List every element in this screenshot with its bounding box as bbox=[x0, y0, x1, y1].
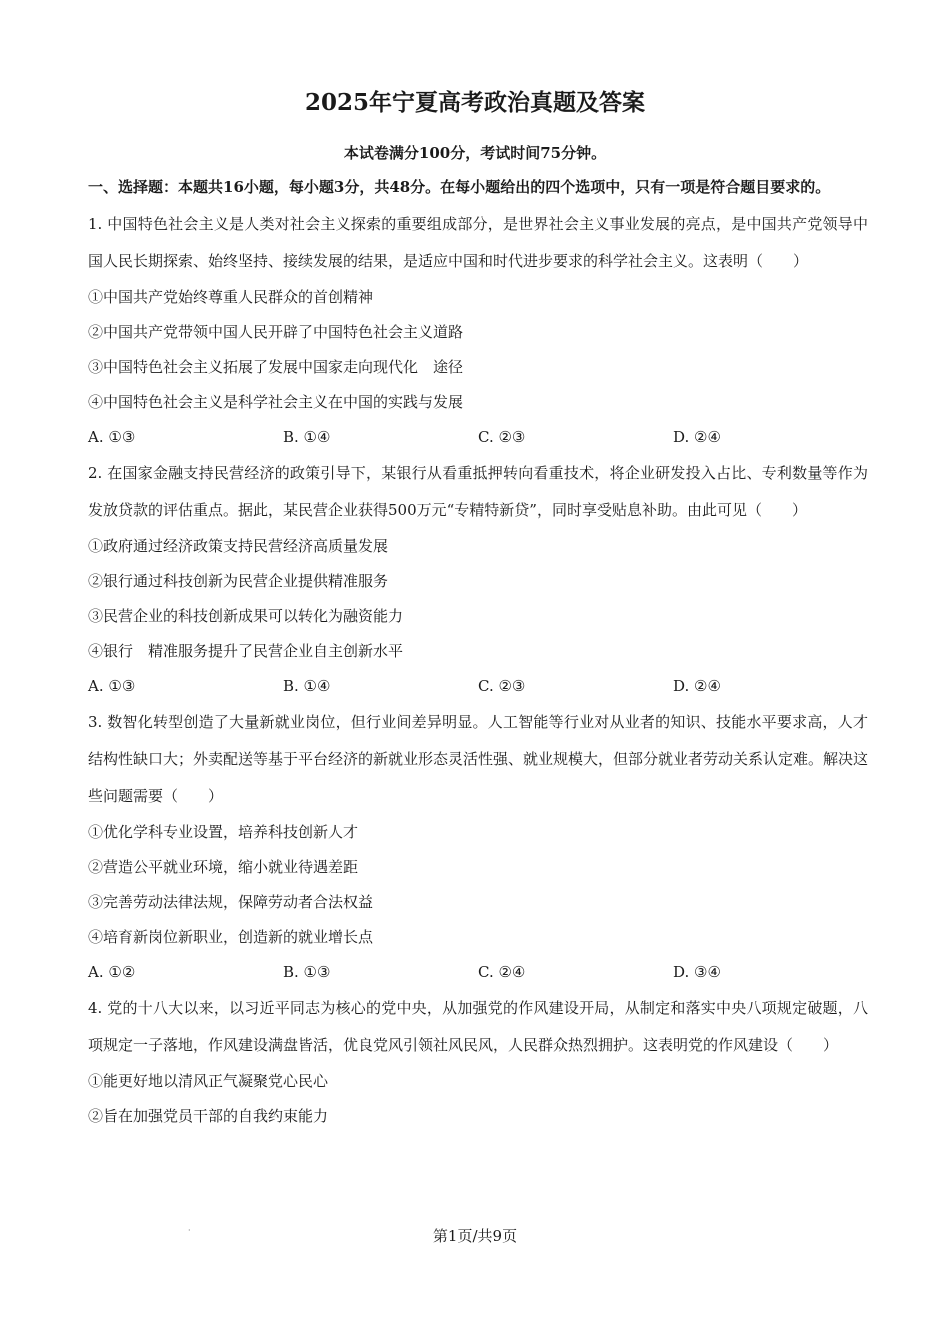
answer-choices bbox=[88, 955, 868, 990]
question bbox=[88, 206, 868, 455]
statement-option: ③中国特色社会主义拓展了发展中国家走向现代化 途径 bbox=[88, 358, 464, 376]
statement-option: ①优化学科专业设置，培养科技创新人才 bbox=[88, 823, 359, 841]
answer-choices bbox=[88, 420, 868, 455]
statement-option: ①能更好地以清风正气凝聚党心民心 bbox=[88, 1072, 329, 1090]
statement-option: ①中国共产党始终尊重人民群众的首创精神 bbox=[88, 288, 374, 306]
choice-c: C. ②③ bbox=[478, 677, 526, 695]
choice-c: C. ②④ bbox=[478, 963, 526, 981]
page-number: 第1页/共9页 bbox=[432, 1227, 518, 1245]
page-title: 2025年宁夏高考政治真题及答案 bbox=[304, 89, 645, 116]
question-stem: 2. 在国家金融支持民营经济的政策引导下，某银行从看重抵押转向看重技术，将企业研发投入占比、专利数量等作为发放贷款的评估重点。据此，某民营企业获得500万元“专精特新贷”，同时享受贴息补助。由此可见（ ） bbox=[88, 464, 868, 519]
statement-option: ①政府通过经济政策支持民营经济高质量发展 bbox=[88, 537, 389, 555]
statement-option: ②银行通过科技创新为民营企业提供精准服务 bbox=[88, 572, 389, 590]
choice-c: C. ②③ bbox=[478, 428, 526, 446]
questions-container bbox=[88, 206, 868, 1134]
question-stem: 3. 数智化转型创造了大量新就业岗位，但行业间差异明显。人工智能等行业对从业者的知识、技能水平要求高，人才结构性缺口大；外卖配送等基于平台经济的新就业形态灵活性强、就业规模大，但部分就业者劳动关系认定难。解决这些问题需要（ ） bbox=[88, 713, 869, 805]
exam-info: 本试卷满分100分，考试时间75分钟。 bbox=[343, 144, 607, 162]
question bbox=[88, 704, 868, 990]
statement-option: ④银行 精准服务提升了民营企业自主创新水平 bbox=[88, 642, 404, 660]
statement-option: ④培育新岗位新职业，创造新的就业增长点 bbox=[88, 928, 374, 946]
question bbox=[88, 990, 868, 1134]
choice-b: B. ①④ bbox=[283, 677, 331, 695]
question-stem: 4. 党的十八大以来，以习近平同志为核心的党中央，从加强党的作风建设开局，从制定和落实中央八项规定破题，八项规定一子落地，作风建设满盘皆活，优良党风引领社风民风，人民群众热烈拥护。这表明党的作风建设（ ） bbox=[88, 999, 868, 1054]
statement-option: ④中国特色社会主义是科学社会主义在中国的实践与发展 bbox=[88, 393, 464, 411]
statement-option: ②营造公平就业环境，缩小就业待遇差距 bbox=[88, 858, 359, 876]
answer-choices bbox=[88, 669, 868, 704]
choice-d: D. ②④ bbox=[673, 428, 721, 446]
choice-b: B. ①③ bbox=[283, 963, 331, 981]
choice-a: A. ①③ bbox=[88, 428, 136, 446]
choice-d: D. ③④ bbox=[673, 963, 721, 981]
statement-option: ③完善劳动法律法规，保障劳动者合法权益 bbox=[88, 893, 374, 911]
statement-option: ②旨在加强党员干部的自我约束能力 bbox=[88, 1107, 329, 1125]
choice-d: D. ②④ bbox=[673, 677, 721, 695]
section-header: 一、选择题：本题共16小题，每小题3分，共48分。在每小题给出的四个选项中，只有一项是符合题目要求的。 bbox=[88, 178, 831, 196]
choice-a: A. ①③ bbox=[88, 677, 136, 695]
choice-a: A. ①② bbox=[88, 963, 136, 981]
footer-mark: · bbox=[188, 1226, 191, 1235]
question-stem: 1. 中国特色社会主义是人类对社会主义探索的重要组成部分，是世界社会主义事业发展的亮点，是中国共产党领导中国人民长期探索、始终坚持、接续发展的结果，是适应中国和时代进步要求的科学社会主义。这表明（ ） bbox=[88, 215, 868, 270]
statement-option: ②中国共产党带领中国人民开辟了中国特色社会主义道路 bbox=[88, 323, 464, 341]
statement-option: ③民营企业的科技创新成果可以转化为融资能力 bbox=[88, 607, 404, 625]
choice-b: B. ①④ bbox=[283, 428, 331, 446]
question bbox=[88, 455, 868, 704]
